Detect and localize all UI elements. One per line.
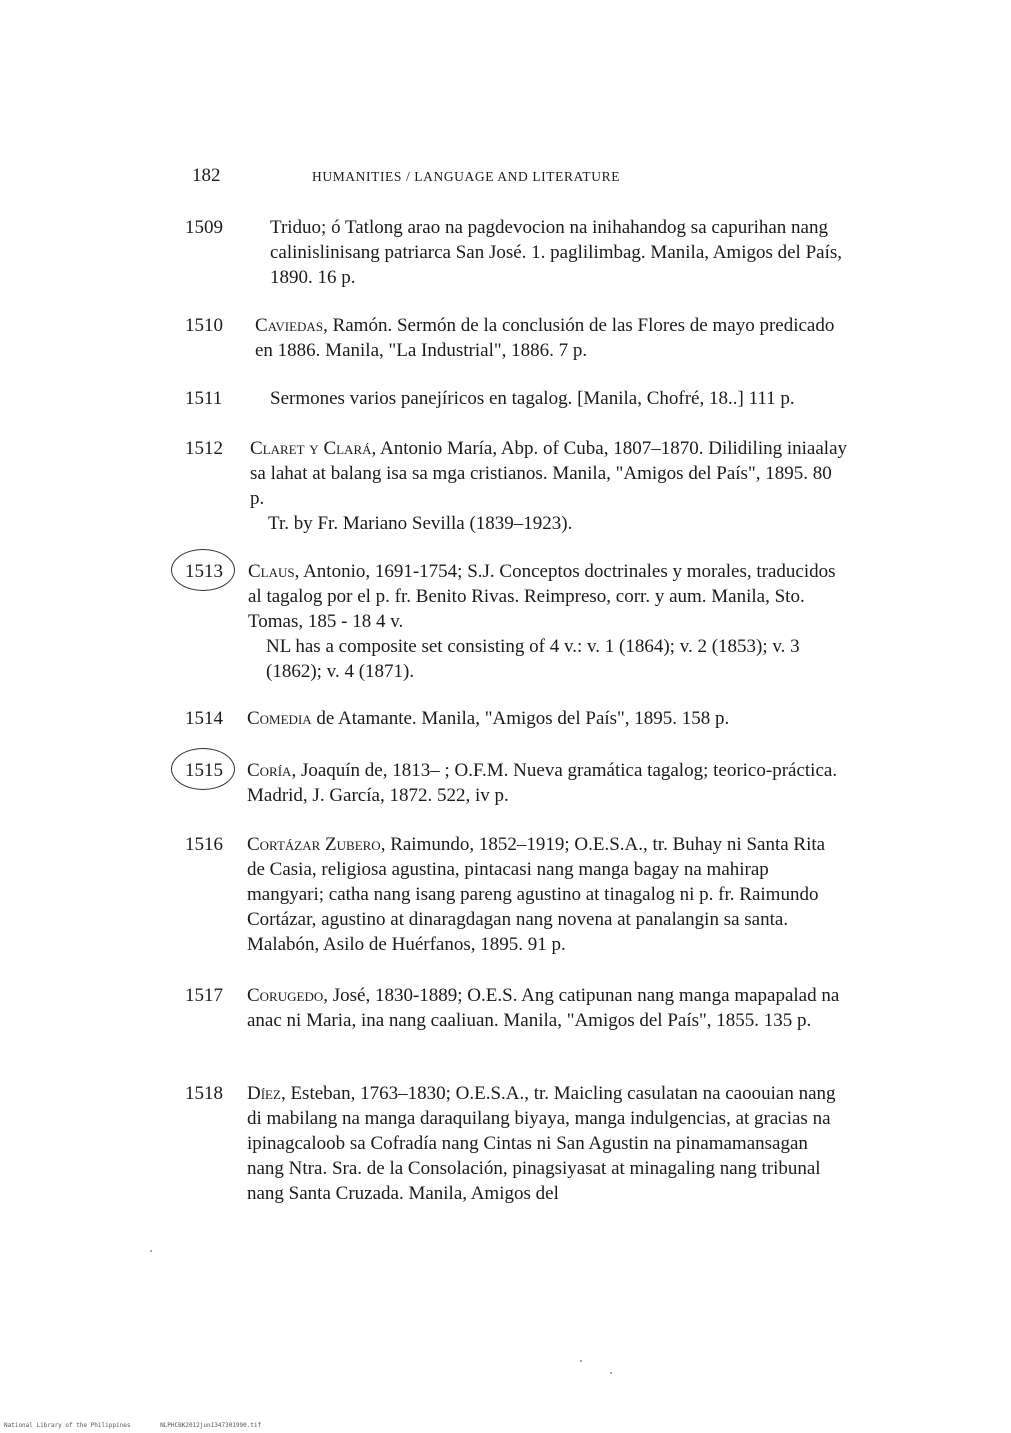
running-head: HUMANITIES / LANGUAGE AND LITERATURE xyxy=(312,169,621,184)
entry-body: , Antonio, 1691-1754; S.J. Conceptos doctrinales y morales, traducidos al tagalog por el p. fr. Benito Rivas. Reimpreso, corr. y aum. Manila, Sto. Tomas, 185 - 18 4 v. xyxy=(248,561,836,632)
entry-author: Corugedo xyxy=(247,985,324,1006)
page-number: 182 xyxy=(192,165,221,186)
entry-text xyxy=(247,706,847,731)
entry-text xyxy=(255,313,855,363)
entry-body: , Ramón. Sermón de la conclusión de las Flores de mayo predicado en 1886. Manila, "La Industrial", 1886. 7 p. xyxy=(255,315,835,361)
entry-text xyxy=(247,983,847,1033)
entry-number: 1515 xyxy=(185,758,245,783)
entry-number: 1511 xyxy=(185,388,223,409)
entry-number: 1516 xyxy=(185,834,223,855)
footer-filename: NLPHCBK2012jun1347301990.tif xyxy=(160,1422,262,1429)
scan-speck xyxy=(580,1360,582,1362)
entry-note: Tr. by Fr. Mariano Sevilla (1839–1923). xyxy=(268,513,573,534)
entry-number: 1509 xyxy=(185,217,223,238)
entry-body: , Antonio María, Abp. of Cuba, 1807–1870. Dilidiling iniaalay sa lahat at balang isa sa mga cristianos. Manila, "Amigos del País", 1895. 80 p. xyxy=(250,438,847,509)
entry-body: , José, 1830-1889; O.E.S. Ang catipunan nang manga mapapalad na anac ni Maria, ina nang caaliuan. Manila, "Amigos del País", 1855. 135 p. xyxy=(247,985,840,1031)
entry-text xyxy=(248,559,848,684)
entry-body: de Atamante. Manila, "Amigos del País", 1895. 158 p. xyxy=(311,708,730,729)
circled-number-mark xyxy=(171,748,235,790)
scan-footer xyxy=(4,1422,287,1429)
entry-author: Claret y Clará xyxy=(250,438,372,459)
footer-library: National Library of the Philippines xyxy=(4,1422,131,1429)
entry-text xyxy=(247,758,847,808)
entry-number: 1512 xyxy=(185,438,223,459)
entry-number: 1517 xyxy=(185,985,223,1006)
circled-number-mark xyxy=(171,549,235,591)
entry-body: Triduo; ó Tatlong arao na pagdevocion na inihahandog sa capurihan nang calinislinisang patriarca San José. 1. paglilimbag. Manila, Amigos del País, 1890. 16 p. xyxy=(270,217,843,288)
entry-number: 1514 xyxy=(185,708,223,729)
entry-body: , Esteban, 1763–1830; O.E.S.A., tr. Maicling casulatan na caoouian nang di mabilang na manga daraquilang biyaya, manga indulgencias, at gracias na ipinagcaloob sa Cofradía nang Cintas ni San Agustin na pinamamansagan nang Ntra. Sra. de la Consolación, pinagsiyasat at minagaling nang tribunal nang Santa Cruzada. Manila, Amigos del xyxy=(247,1083,836,1204)
entry-text xyxy=(270,215,870,290)
entry-number: 1513 xyxy=(185,559,245,584)
entry-author: Díez xyxy=(247,1083,281,1104)
entry-text xyxy=(270,386,870,411)
entry-note: NL has a composite set consisting of 4 v.: v. 1 (1864); v. 2 (1853); v. 3 (1862); v. 4 (1871). xyxy=(266,636,800,682)
scan-speck xyxy=(610,1372,612,1374)
entry-number: 1510 xyxy=(185,315,223,336)
entry-body: , Joaquín de, 1813– ; O.F.M. Nueva gramática tagalog; teorico-práctica. Madrid, J. García, 1872. 522, iv p. xyxy=(247,760,838,806)
entry-number: 1518 xyxy=(185,1083,223,1104)
entry-author: Cortázar Zubero xyxy=(247,834,381,855)
entry-text xyxy=(247,1081,847,1206)
entry-author: Coría xyxy=(247,760,292,781)
entry-author: Claus xyxy=(248,561,295,582)
entry-author: Caviedas xyxy=(255,315,324,336)
entry-author: Comedia xyxy=(247,708,312,729)
scan-speck xyxy=(150,1250,152,1252)
entry-body: Sermones varios panejíricos en tagalog. [Manila, Chofré, 18..] 111 p. xyxy=(270,388,795,409)
entry-text xyxy=(247,832,847,957)
page-header xyxy=(192,165,882,195)
entry-body: , Raimundo, 1852–1919; O.E.S.A., tr. Buhay ni Santa Rita de Casia, religiosa agustina, pintacasi nang manga bagay na mahirap mangyari; catha nang isang pareng agustino at tinagalog ni p. fr. Raimundo Cortázar, agustino at dinaragdagan nang novena at panalangin sa santa. Malabón, Asilo de Huérfanos, 1895. 91 p. xyxy=(247,834,826,955)
entry-text xyxy=(250,436,850,536)
